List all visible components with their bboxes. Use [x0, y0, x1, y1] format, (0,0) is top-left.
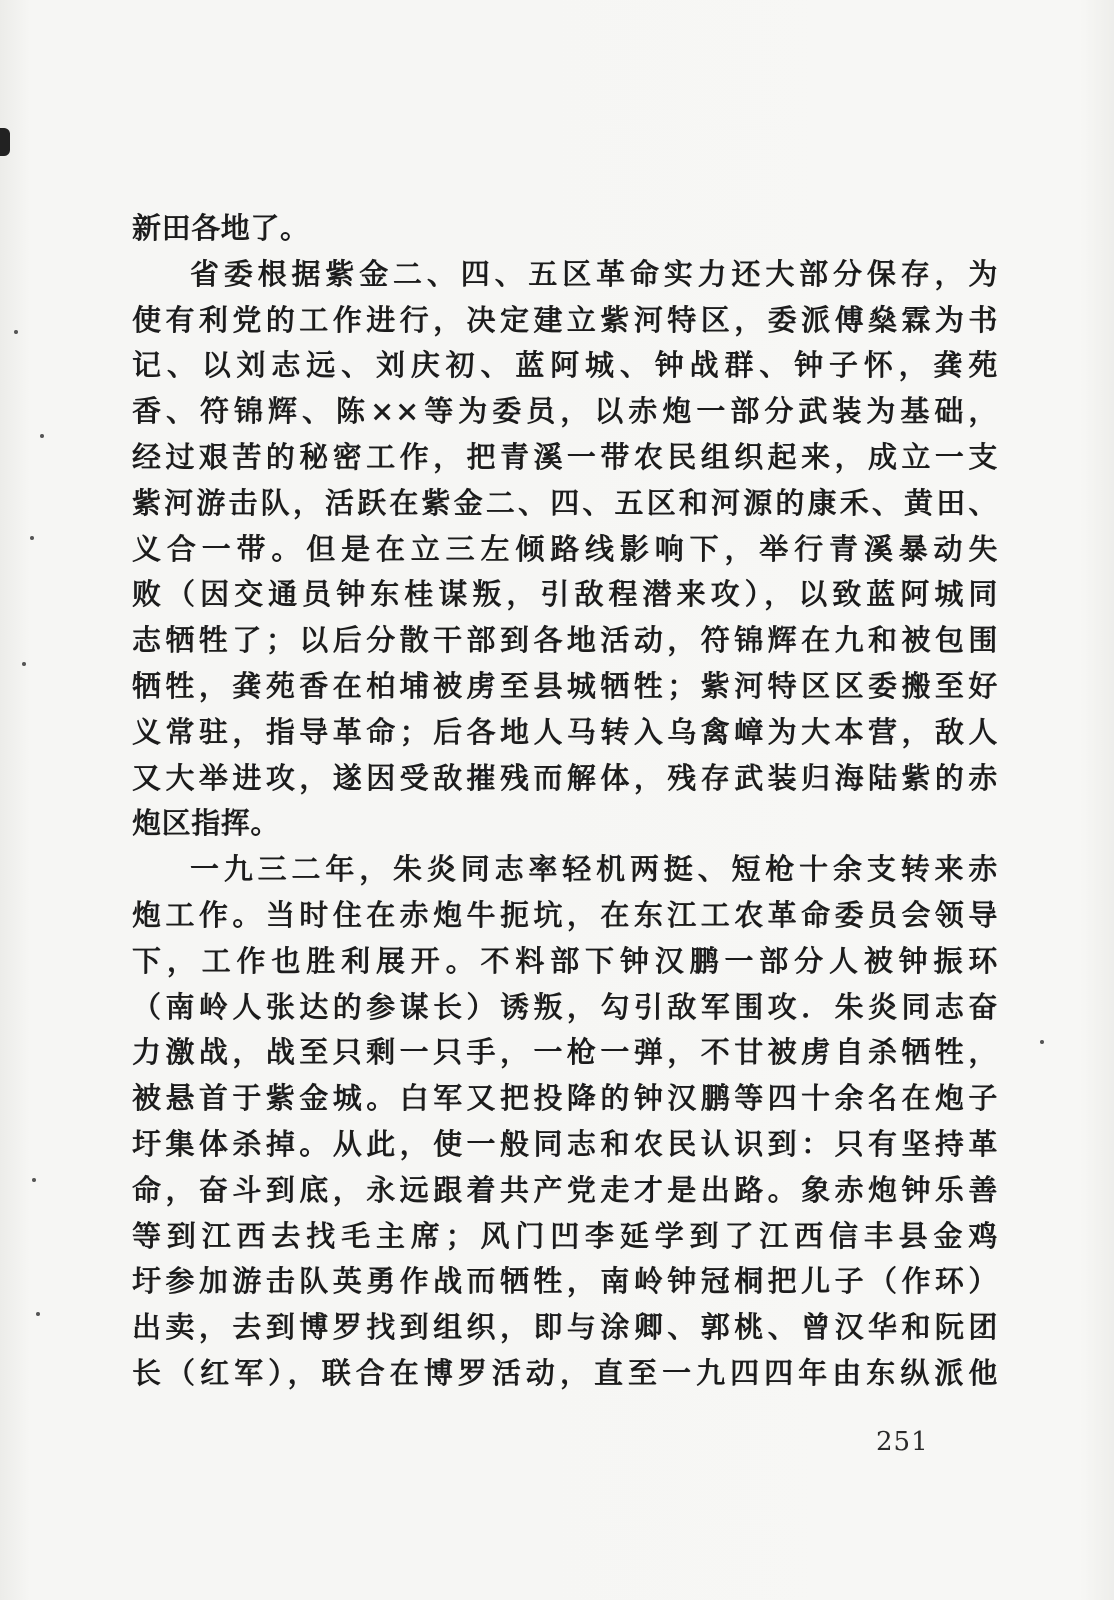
- scan-speck: [30, 536, 34, 540]
- text-line: 圩参加游击队英勇作战而牺牲，南岭钟冠桐把儿子（作环）: [132, 1264, 998, 1299]
- binding-edge-mark: [0, 128, 10, 156]
- text-line: 紫河游击队，活跃在紫金二、四、五区和河源的康禾、黄田、: [132, 485, 998, 520]
- text-line: 牺牲，龚苑香在柏埔被虏至县城牺牲；紫河特区区委搬至好: [132, 668, 998, 703]
- paragraph-special-district: [132, 252, 998, 847]
- text-line: 经过艰苦的秘密工作，把青溪一带农民组织起来，成立一支: [132, 439, 998, 474]
- text-line: 下，工作也胜利展开。不料部下钟汉鹏一部分人被钟振环: [132, 943, 998, 978]
- page-number: 251: [876, 1427, 929, 1457]
- text-line: 圩集体杀掉。从此，使一般同志和农民认识到：只有坚持革: [132, 1126, 998, 1161]
- text-line: 一九三二年，朱炎同志率轻机两挺、短枪十余支转来赤: [190, 852, 998, 887]
- text-line: 义合一带。但是在立三左倾路线影响下，举行青溪暴动失: [132, 531, 998, 566]
- text-line: 被悬首于紫金城。白军又把投降的钟汉鹏等四十余名在炮子: [132, 1081, 998, 1116]
- scan-speck: [1040, 1040, 1044, 1044]
- text-line: 记、以刘志远、刘庆初、蓝阿城、钟战群、钟子怀，龚苑: [132, 348, 998, 383]
- text-line: 长（红军），联合在博罗活动，直至一九四四年由东纵派他: [132, 1355, 998, 1390]
- scan-speck: [14, 330, 18, 334]
- text-line: 炮工作。当时住在赤炮牛扼坑，在东江工农革命委员会领导: [132, 897, 998, 932]
- text-line: 志牺牲了；以后分散干部到各地活动，符锦辉在九和被包围: [132, 623, 998, 658]
- scan-speck: [32, 1178, 36, 1182]
- text-line: 义常驻，指导革命；后各地人马转入乌禽嶂为大本营，敌人: [132, 714, 998, 749]
- paragraph-continuation: [132, 206, 998, 252]
- scan-speck: [40, 434, 44, 438]
- text-line: 败（因交通员钟东桂谋叛，引敌程潜来攻），以致蓝阿城同: [132, 577, 998, 612]
- text-line: 炮区指挥。: [132, 806, 281, 841]
- text-line: 新田各地了。: [132, 211, 310, 245]
- text-line: 出卖，去到博罗找到组织，即与涂卿、郭桃、曾汉华和阮团: [132, 1310, 998, 1345]
- scan-speck: [22, 662, 26, 666]
- text-line: 省委根据紫金二、四、五区革命实力还大部分保存，为: [190, 256, 998, 291]
- paragraph-1932: [132, 847, 998, 1397]
- text-line: 力激战，战至只剩一只手，一枪一弹，不甘被虏自杀牺牲，: [132, 1035, 998, 1070]
- body-text: [132, 206, 998, 1397]
- scan-speck: [36, 1312, 40, 1316]
- text-line: 等到江西去找毛主席；风门凹李延学到了江西信丰县金鸡: [132, 1218, 998, 1253]
- text-line: 又大举进攻，遂因受敌摧残而解体，残存武装归海陆紫的赤: [132, 760, 998, 795]
- text-line: 香、符锦辉、陈××等为委员，以赤炮一部分武装为基础，: [132, 394, 998, 429]
- text-line: 命，奋斗到底，永远跟着共产党走才是出路。象赤炮钟乐善: [132, 1172, 998, 1207]
- text-line: （南岭人张达的参谋长）诱叛，勾引敌军围攻．朱炎同志奋: [132, 989, 998, 1024]
- text-line: 使有利党的工作进行，决定建立紫河特区，委派傅燊霖为书: [132, 302, 998, 337]
